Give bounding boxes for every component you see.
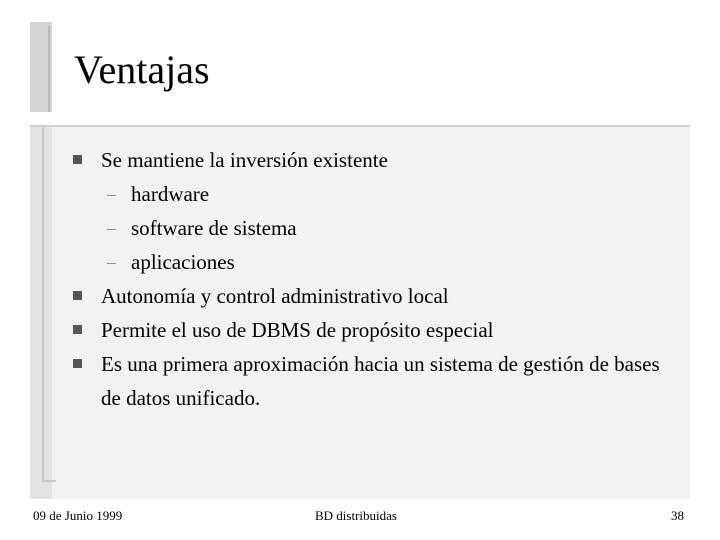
bullet-text: Permite el uso de DBMS de propósito especial: [101, 318, 494, 342]
footer-title: BD distribuidas: [315, 508, 397, 523]
bullet-list: [72, 143, 672, 415]
sub-item-text: hardware: [131, 182, 210, 206]
sub-item: [72, 245, 672, 279]
title-frame-line: [48, 26, 50, 112]
square-bullet-icon: [73, 359, 82, 368]
body-panel-bar: [30, 127, 52, 499]
dash-marker: –: [107, 252, 116, 272]
square-bullet-icon: [73, 291, 82, 300]
sub-item: [72, 211, 672, 245]
bullet-text: Autonomía y control administrativo local: [101, 284, 449, 308]
dash-marker: –: [107, 184, 116, 204]
slide-title: Ventajas: [74, 47, 210, 92]
body-panel-foot-line: [42, 480, 56, 482]
bullet-item: [72, 313, 672, 347]
bullet-text: Se mantiene la inversión existente: [101, 148, 388, 172]
sub-item-text: software de sistema: [131, 216, 297, 240]
page-number: 38: [671, 508, 684, 523]
bullet-text: Es una primera aproximación hacia un sistema de gestión de bases de datos unificado.: [101, 352, 660, 410]
sub-item: [72, 177, 672, 211]
square-bullet-icon: [73, 155, 82, 164]
dash-marker: –: [107, 218, 116, 238]
bullet-item: [72, 143, 672, 177]
bullet-item: [72, 347, 672, 415]
bullet-item: [72, 279, 672, 313]
sub-item-text: aplicaciones: [131, 250, 235, 274]
footer-date: 09 de Junio 1999: [33, 508, 123, 523]
square-bullet-icon: [73, 325, 82, 334]
body-panel-line: [42, 127, 44, 482]
